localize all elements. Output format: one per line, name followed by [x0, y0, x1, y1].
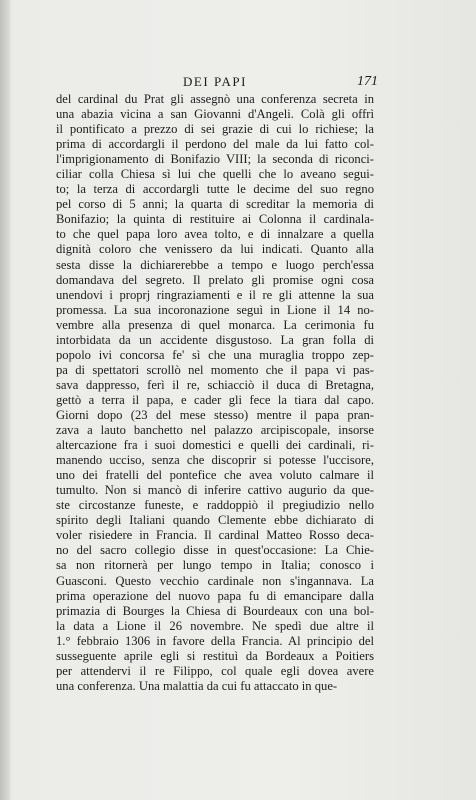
text-line: popolo ivi concorsa fe' sì che una muraglia troppo zep- — [56, 347, 374, 362]
text-line: to che quel papa loro avea tolto, e di innalzare a quella — [56, 227, 374, 242]
text-line: gettò a terra il papa, e cader gli fece la tiara dal capo. — [56, 392, 374, 407]
text-line: susseguente aprile egli si restituì da Bordeaux a Poitiers — [56, 648, 374, 663]
text-line: sava dappresso, ferì il re, schiacciò il duca di Bretagna, — [56, 377, 374, 392]
text-line: pel corso di 5 anni; la quarta di screditar la memoria di — [56, 197, 374, 212]
text-line: unendovi i proprj ringraziamenti e il re gli attenne la sua — [56, 287, 374, 302]
text-line: una conferenza. Una malattia da cui fu attaccato in que- — [56, 678, 338, 693]
text-line: Bonifazio; la quinta di restituire ai Colonna il cardinala- — [56, 212, 374, 227]
body-text — [56, 92, 374, 694]
text-line: dignità coloro che venissero da lui indicati. Quanto alla — [56, 242, 374, 257]
text-line: una abazia vicina a san Giovanni d'Angeli. Colà gli offrì — [56, 107, 374, 122]
text-line: altercazione fra i suoi domestici e quelli dei cardinali, ri- — [56, 438, 374, 453]
text-line: sesta disse la dichiarerebbe a tempo e luogo perch'essa — [56, 257, 374, 272]
text-line: Giorni dopo (23 del mese stesso) mentre il papa pran- — [56, 407, 374, 422]
text-line: per attendervi il re Filippo, col quale egli dovea avere — [56, 663, 374, 678]
text-line: promessa. La sua incoronazione seguì in Lione il 14 no- — [56, 302, 374, 317]
text-line: domandava del segreto. Il prelato gli promise ogni cosa — [56, 272, 374, 287]
text-line: intorbidata da un accidente disgustoso. La gran folla di — [56, 332, 374, 347]
page-number: 171 — [357, 74, 378, 89]
text-line: uno dei fratelli del pontefice che avea voluto calmare il — [56, 468, 374, 483]
running-title: DEI PAPI — [183, 74, 247, 89]
text-line: del cardinal du Prat gli assegnò una conferenza secreta in — [56, 92, 374, 106]
text-line: il pontificato a prezzo di sei grazie di cui lo richiese; la — [56, 122, 374, 137]
text-line: tumulto. Non si mancò di inferire cattivo augurio da que- — [56, 483, 374, 498]
text-line: no del sacro collegio disse in quest'occasione: La Chie- — [56, 543, 374, 558]
text-line: to; la terza di accordargli tutte le decime del suo regno — [56, 182, 374, 197]
text-line: zava a lauto banchetto nel palazzo arcipiscopale, insorse — [56, 423, 374, 438]
text-line: pa di spettatori scrollò nel momento che il papa vi pas- — [56, 362, 374, 377]
text-line: primazia di Bourges la Chiesa di Bourdeaux con una bol- — [56, 603, 374, 618]
text-line: voler risiedere in Francia. Il cardinal Matteo Rosso deca- — [56, 528, 374, 543]
text-line: manendo ucciso, senza che discoprir si potesse l'uccisore, — [56, 453, 374, 468]
text-line: prima di accordargli il perdono del male da lui fatto col- — [56, 137, 374, 152]
text-line: prima operazione del nuovo papa fu di emancipare dalla — [56, 588, 374, 603]
text-line: 1.° febbraio 1306 in favore della Francia. Al principio del — [56, 633, 374, 648]
text-line: l'imprigionamento di Bonifazio VIII; la seconda di riconci- — [56, 152, 374, 167]
text-line: sa non ritornerà per lungo tempo in Italia; conosco i — [56, 558, 374, 573]
text-line: la data a Lione il 26 novembre. Ne spedì due altre il — [56, 618, 374, 633]
page-gutter-shadow — [0, 0, 10, 800]
text-line: Guasconi. Questo vecchio cardinale non s'ingannava. La — [56, 573, 374, 588]
text-line: ste circostanze funeste, e raddoppiò il pregiudizio nello — [56, 498, 374, 513]
text-line: ciliar colla Chiesa sì lui che quelli che lo aveano segui- — [56, 167, 374, 182]
text-line: spirito degli Italiani quando Clemente ebbe dichiarato di — [56, 513, 374, 528]
text-line: vembre alla presenza di quel monarca. La cerimonia fu — [56, 317, 374, 332]
